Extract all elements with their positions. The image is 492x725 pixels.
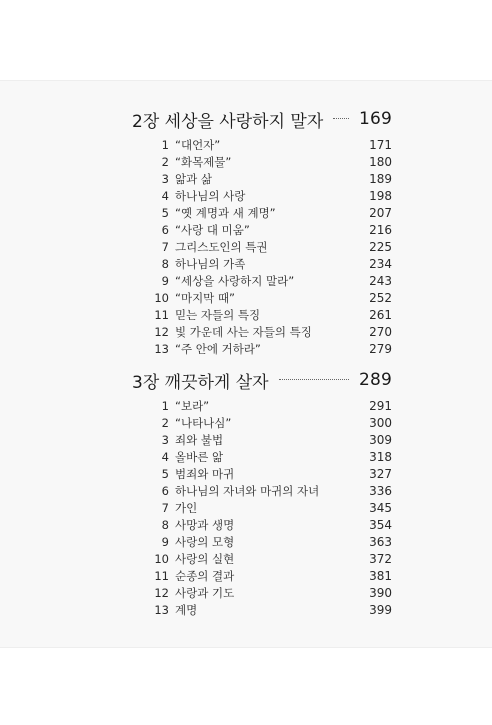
section-list <box>132 136 392 357</box>
entry-page-number: 372 <box>369 551 392 566</box>
entry-number: 12 <box>154 585 169 600</box>
entry-number: 1 <box>161 137 169 152</box>
entry-number: 8 <box>161 517 169 532</box>
entry-title: “세상을 사랑하지 말라” <box>175 273 295 288</box>
entry-title: 믿는 자들의 특징 <box>175 307 261 322</box>
entry-page-number: 243 <box>369 273 392 288</box>
entry-page-number: 189 <box>369 171 392 186</box>
toc-entry[interactable] <box>132 255 392 272</box>
entry-page-number: 327 <box>369 466 392 481</box>
chapter-title: 3장 깨끗하게 살자 <box>132 372 269 393</box>
toc-entry[interactable] <box>132 584 392 601</box>
entry-title: “주 안에 거하라” <box>175 341 261 356</box>
toc-entry[interactable] <box>132 567 392 584</box>
entry-page-number: 261 <box>369 307 392 322</box>
entry-title: 범죄와 마귀 <box>175 466 235 481</box>
entry-page-number: 354 <box>369 517 392 532</box>
entry-number: 12 <box>154 324 169 339</box>
entry-page-number: 198 <box>369 188 392 203</box>
toc-entry[interactable] <box>132 238 392 255</box>
toc-entry[interactable] <box>132 601 392 618</box>
section-list <box>132 397 392 618</box>
toc-entry[interactable] <box>132 550 392 567</box>
entry-title: 사랑과 기도 <box>175 585 235 600</box>
toc-entry[interactable] <box>132 431 392 448</box>
toc-entry[interactable] <box>132 533 392 550</box>
entry-number: 4 <box>161 188 169 203</box>
entry-title: “마지막 때” <box>175 290 236 305</box>
entry-title: 계명 <box>175 602 198 617</box>
entry-title: 하나님의 사랑 <box>175 188 246 203</box>
entry-title: 순종의 결과 <box>175 568 235 583</box>
entry-number: 2 <box>161 415 169 430</box>
entry-page-number: 363 <box>369 534 392 549</box>
entry-page-number: 279 <box>369 341 392 356</box>
entry-page-number: 180 <box>369 154 392 169</box>
entry-number: 1 <box>161 398 169 413</box>
entry-page-number: 309 <box>369 432 392 447</box>
entry-title: 올바른 앎 <box>175 449 224 464</box>
toc-entry[interactable] <box>132 448 392 465</box>
entry-page-number: 270 <box>369 324 392 339</box>
chapter-page-number: 169 <box>358 109 392 129</box>
entry-page-number: 216 <box>369 222 392 237</box>
entry-number: 8 <box>161 256 169 271</box>
toc-entry[interactable] <box>132 340 392 357</box>
entry-title: 사망과 생명 <box>175 517 235 532</box>
dotted-leader <box>279 379 349 380</box>
toc-entry[interactable] <box>132 170 392 187</box>
toc-entry[interactable] <box>132 482 392 499</box>
entry-number: 13 <box>154 602 169 617</box>
entry-page-number: 171 <box>369 137 392 152</box>
entry-number: 10 <box>154 551 169 566</box>
entry-page-number: 381 <box>369 568 392 583</box>
entry-title: 하나님의 가족 <box>175 256 246 271</box>
entry-page-number: 318 <box>369 449 392 464</box>
toc-entry[interactable] <box>132 136 392 153</box>
entry-title: 앎과 삶 <box>175 171 212 186</box>
entry-title: 사랑의 실현 <box>175 551 235 566</box>
entry-number: 7 <box>161 500 169 515</box>
entry-number: 2 <box>161 154 169 169</box>
chapter-3-section <box>132 368 392 618</box>
entry-title: 죄와 불법 <box>175 432 224 447</box>
entry-number: 9 <box>161 273 169 288</box>
entry-number: 10 <box>154 290 169 305</box>
entry-title: “대언자” <box>175 137 221 152</box>
entry-number: 13 <box>154 341 169 356</box>
entry-page-number: 300 <box>369 415 392 430</box>
entry-title: “보라” <box>175 398 210 413</box>
entry-number: 6 <box>161 483 169 498</box>
toc-entry[interactable] <box>132 187 392 204</box>
toc-entry[interactable] <box>132 221 392 238</box>
entry-number: 6 <box>161 222 169 237</box>
toc-entry[interactable] <box>132 306 392 323</box>
entry-title: “옛 계명과 새 계명” <box>175 205 276 220</box>
entry-page-number: 234 <box>369 256 392 271</box>
entry-title: 가인 <box>175 500 198 515</box>
entry-number: 7 <box>161 239 169 254</box>
toc-entry[interactable] <box>132 323 392 340</box>
entry-title: “화목제물” <box>175 154 232 169</box>
dotted-leader <box>333 118 349 119</box>
toc-entry[interactable] <box>132 204 392 221</box>
toc-entry[interactable] <box>132 414 392 431</box>
toc-entry[interactable] <box>132 153 392 170</box>
entry-number: 3 <box>161 171 169 186</box>
entry-title: 빛 가운데 사는 자들의 특징 <box>175 324 312 339</box>
entry-number: 5 <box>161 205 169 220</box>
toc-entry[interactable] <box>132 499 392 516</box>
entry-page-number: 336 <box>369 483 392 498</box>
toc-entry[interactable] <box>132 289 392 306</box>
toc-entry[interactable] <box>132 397 392 414</box>
entry-number: 11 <box>154 568 169 583</box>
chapter-page-number: 289 <box>358 370 392 390</box>
toc-entry[interactable] <box>132 516 392 533</box>
chapter-heading[interactable] <box>132 107 392 131</box>
chapter-title: 2장 세상을 사랑하지 말자 <box>132 111 324 132</box>
entry-title: “사랑 대 미움” <box>175 222 250 237</box>
chapter-heading[interactable] <box>132 368 392 392</box>
chapter-2-section <box>132 107 392 357</box>
entry-page-number: 345 <box>369 500 392 515</box>
entry-number: 3 <box>161 432 169 447</box>
entry-page-number: 207 <box>369 205 392 220</box>
entry-page-number: 291 <box>369 398 392 413</box>
entry-number: 9 <box>161 534 169 549</box>
entry-page-number: 399 <box>369 602 392 617</box>
entry-number: 11 <box>154 307 169 322</box>
entry-page-number: 390 <box>369 585 392 600</box>
toc-entry[interactable] <box>132 465 392 482</box>
entry-number: 5 <box>161 466 169 481</box>
entry-page-number: 252 <box>369 290 392 305</box>
entry-number: 4 <box>161 449 169 464</box>
entry-title: 사랑의 모형 <box>175 534 235 549</box>
entry-title: 하나님의 자녀와 마귀의 자녀 <box>175 483 320 498</box>
entry-page-number: 225 <box>369 239 392 254</box>
entry-title: “나타나심” <box>175 415 232 430</box>
entry-title: 그리스도인의 특권 <box>175 239 268 254</box>
toc-entry[interactable] <box>132 272 392 289</box>
